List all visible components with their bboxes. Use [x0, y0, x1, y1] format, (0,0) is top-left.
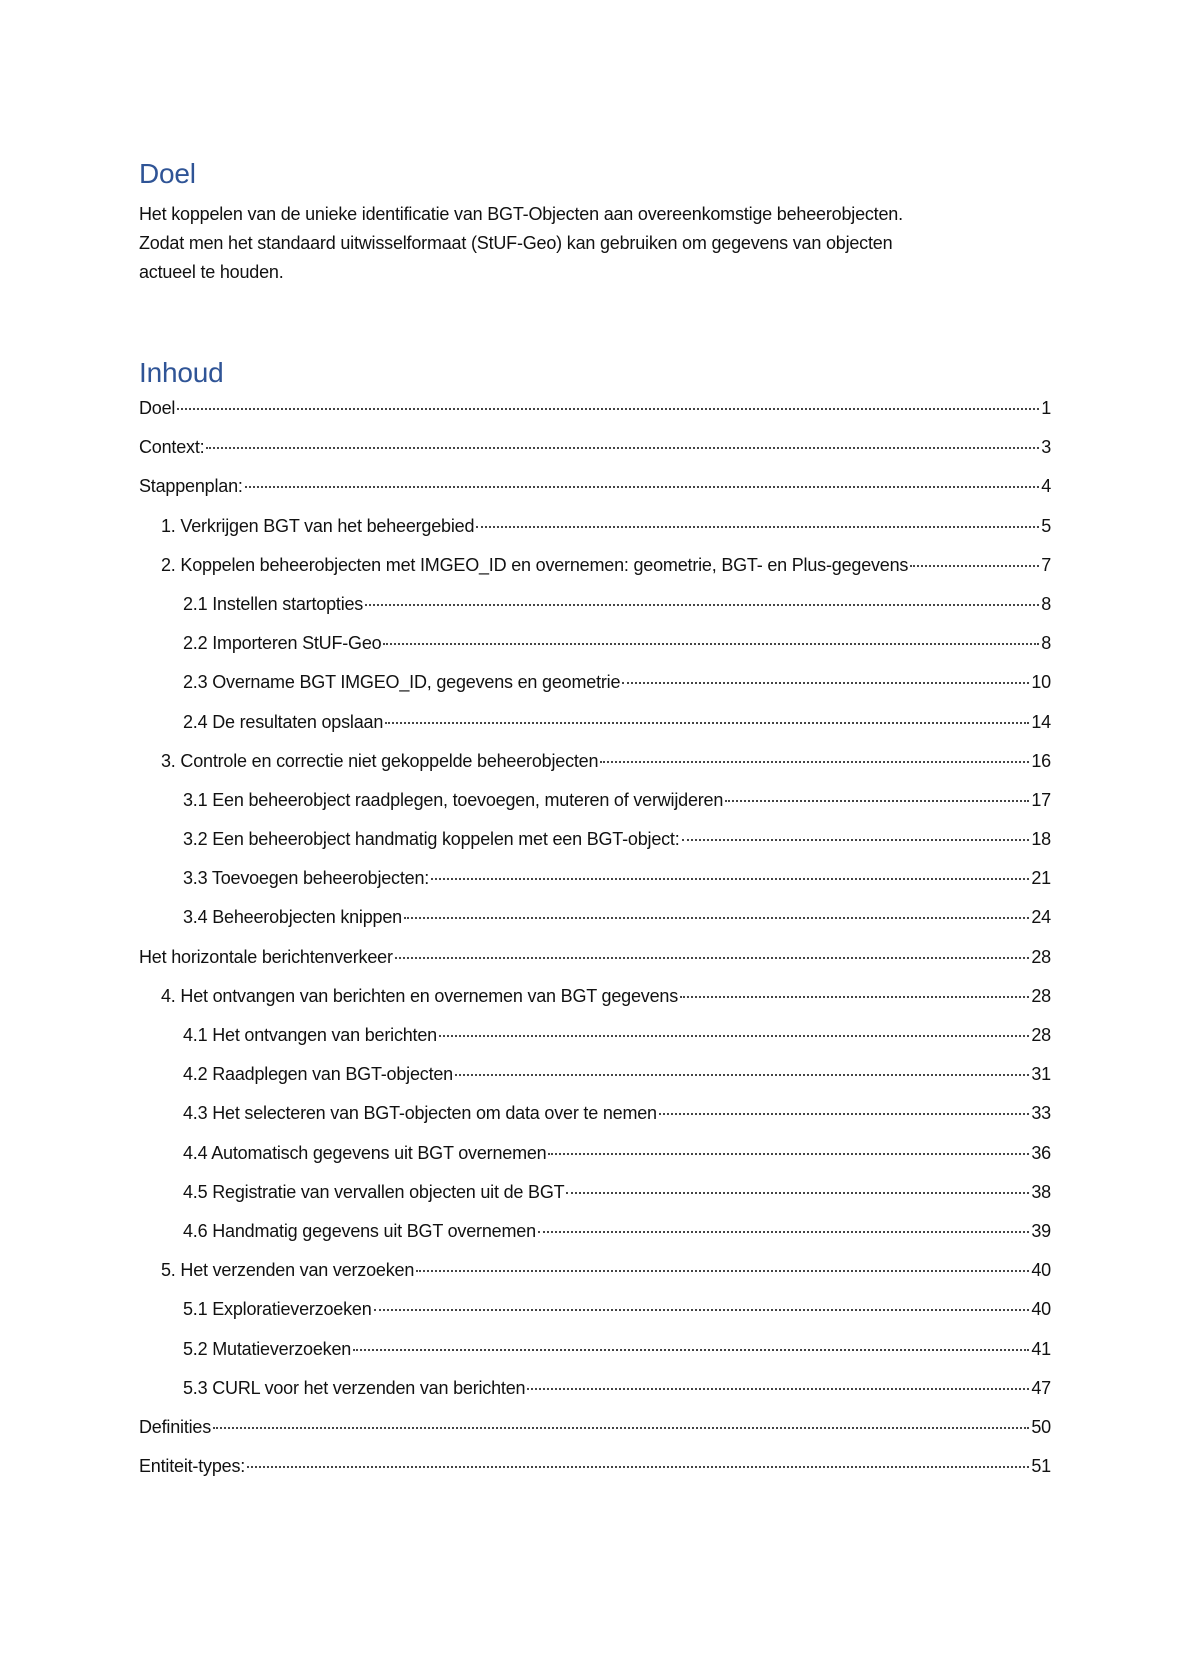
toc-entry[interactable] — [139, 397, 1051, 436]
toc-entry[interactable] — [139, 1220, 1051, 1259]
dot-leader — [680, 996, 1029, 998]
toc-entry-page[interactable]: 8 — [1041, 593, 1051, 614]
dot-leader — [395, 957, 1030, 959]
toc-entry-title[interactable]: 4.2 Raadplegen van BGT-objecten — [183, 1064, 453, 1085]
toc-entry-page[interactable]: 39 — [1031, 1220, 1051, 1241]
toc-entry[interactable] — [139, 593, 1051, 632]
dot-leader — [365, 604, 1039, 606]
toc-entry-title[interactable]: 2.2 Importeren StUF-Geo — [183, 633, 382, 654]
doel-line: Het koppelen van de unieke identificatie van BGT-Objecten aan overeenkomstige beheerobjecten. — [139, 204, 903, 224]
toc-entry-title[interactable]: 4.3 Het selecteren van BGT-objecten om data over te nemen — [183, 1103, 657, 1124]
toc-entry-page[interactable]: 28 — [1031, 946, 1051, 967]
toc-entry-page[interactable]: 51 — [1031, 1456, 1051, 1477]
dot-leader — [431, 878, 1029, 880]
dot-leader — [527, 1388, 1029, 1390]
toc-entry-title[interactable]: Stappenplan: — [139, 476, 243, 497]
dot-leader — [910, 565, 1039, 567]
doel-line: Zodat men het standaard uitwisselformaat (StUF-Geo) kan gebruiken om gegevens van objecten — [139, 233, 893, 253]
dot-leader — [455, 1074, 1029, 1076]
dot-leader — [439, 1035, 1029, 1037]
toc-entry[interactable] — [139, 1063, 1051, 1102]
toc-entry[interactable] — [139, 1298, 1051, 1337]
toc-entry[interactable] — [139, 906, 1051, 945]
toc-entry-page[interactable]: 40 — [1031, 1299, 1051, 1320]
dot-leader — [659, 1113, 1030, 1115]
toc-entry-page[interactable]: 31 — [1031, 1064, 1051, 1085]
dot-leader — [383, 643, 1039, 645]
toc-entry-page[interactable]: 50 — [1031, 1416, 1051, 1437]
toc-entry-title[interactable]: 5.2 Mutatieverzoeken — [183, 1338, 352, 1359]
toc-entry-title[interactable]: 1. Verkrijgen BGT van het beheergebied — [161, 515, 475, 536]
toc-entry[interactable] — [139, 1338, 1051, 1377]
dot-leader — [245, 486, 1039, 488]
toc-entry-title[interactable]: 4.5 Registratie van vervallen objecten uit de BGT — [183, 1181, 565, 1202]
toc-entry-page[interactable]: 36 — [1031, 1142, 1051, 1163]
toc-entry-title[interactable]: 4.4 Automatisch gegevens uit BGT overnemen — [183, 1142, 547, 1163]
toc-entry-page[interactable]: 5 — [1041, 515, 1051, 536]
toc-entry[interactable] — [139, 1024, 1051, 1063]
dot-leader — [538, 1231, 1029, 1233]
toc-entry-title[interactable]: Het horizontale berichtenverkeer — [139, 946, 393, 967]
toc-entry-title[interactable]: Context: — [139, 437, 205, 458]
toc-entry[interactable] — [139, 985, 1051, 1024]
toc-entry-title[interactable]: 2.3 Overname BGT IMGEO_ID, gegevens en geometrie — [183, 672, 621, 693]
toc-entry-page[interactable]: 33 — [1031, 1103, 1051, 1124]
toc-entry[interactable] — [139, 1181, 1051, 1220]
inhoud-heading: Inhoud — [139, 357, 224, 388]
doel-line: actueel te houden. — [139, 262, 284, 282]
toc-entry[interactable] — [139, 828, 1051, 867]
dot-leader — [725, 800, 1029, 802]
doel-heading: Doel — [139, 158, 196, 189]
toc-entry-page[interactable]: 3 — [1041, 437, 1051, 458]
toc-entry-title[interactable]: 5.1 Exploratieverzoeken — [183, 1299, 372, 1320]
dot-leader — [213, 1427, 1029, 1429]
toc-entry[interactable] — [139, 711, 1051, 750]
dot-leader — [247, 1466, 1029, 1468]
toc-entry-page[interactable]: 4 — [1041, 476, 1051, 497]
toc-entry[interactable] — [139, 1142, 1051, 1181]
toc-entry[interactable] — [139, 867, 1051, 906]
toc-entry[interactable] — [139, 946, 1051, 985]
toc-entry[interactable] — [139, 671, 1051, 710]
toc-entry-title[interactable]: 2.4 De resultaten opslaan — [183, 711, 384, 732]
toc-entry-title[interactable]: 3. Controle en correctie niet gekoppelde beheerobjecten — [161, 750, 599, 771]
toc-entry-page[interactable]: 40 — [1031, 1260, 1051, 1281]
toc-entry-title[interactable]: 2. Koppelen beheerobjecten met IMGEO_ID en overnemen: geometrie, BGT- en Plus-gegevens — [161, 554, 909, 575]
toc-entry[interactable] — [139, 515, 1051, 554]
toc-entry-page[interactable]: 18 — [1031, 829, 1051, 850]
toc-entry[interactable] — [139, 1455, 1051, 1494]
toc-entry-title[interactable]: 3.4 Beheerobjecten knippen — [183, 907, 402, 928]
table-of-contents — [139, 397, 1051, 1494]
toc-entry-title[interactable]: 4. Het ontvangen van berichten en overnemen van BGT gegevens — [161, 985, 679, 1006]
toc-entry[interactable] — [139, 554, 1051, 593]
dot-leader — [622, 682, 1029, 684]
toc-entry-page[interactable]: 1 — [1041, 398, 1051, 418]
dot-leader — [548, 1153, 1029, 1155]
toc-entry-page[interactable]: 8 — [1041, 633, 1051, 654]
toc-entry-page[interactable]: 17 — [1031, 789, 1051, 810]
toc-entry-title[interactable]: 3.1 Een beheerobject raadplegen, toevoegen, muteren of verwijderen — [183, 789, 724, 810]
dot-leader — [374, 1309, 1030, 1311]
toc-entry-title[interactable]: 4.1 Het ontvangen van berichten — [183, 1025, 437, 1045]
dot-leader — [353, 1349, 1029, 1351]
toc-entry-page[interactable]: 7 — [1041, 554, 1051, 575]
dot-leader — [682, 839, 1030, 841]
toc-entry-title[interactable]: 2.1 Instellen startopties — [183, 593, 364, 614]
toc-entry-title[interactable]: Definities — [139, 1416, 212, 1437]
toc-entry[interactable] — [139, 1416, 1051, 1455]
toc-entry-page[interactable]: 21 — [1031, 868, 1051, 889]
toc-entry-title[interactable]: 5. Het verzenden van verzoeken — [161, 1260, 415, 1281]
toc-entry-page[interactable]: 38 — [1031, 1181, 1051, 1202]
toc-entry[interactable] — [139, 436, 1051, 475]
dot-leader — [177, 408, 1039, 410]
toc-entry-title[interactable]: Entiteit-types: — [139, 1456, 246, 1477]
toc-entry[interactable] — [139, 475, 1051, 514]
toc-entry-title[interactable]: 4.6 Handmatig gegevens uit BGT overnemen — [183, 1220, 536, 1241]
toc-entry-title[interactable]: 3.3 Toevoegen beheerobjecten: — [183, 868, 430, 889]
toc-entry[interactable] — [139, 1377, 1051, 1416]
toc-entry-page[interactable]: 47 — [1031, 1377, 1051, 1398]
dot-leader — [600, 761, 1029, 763]
toc-entry-page[interactable]: 10 — [1031, 672, 1051, 693]
dot-leader — [206, 447, 1039, 449]
dot-leader — [404, 917, 1029, 919]
toc-entry-page[interactable]: 41 — [1031, 1338, 1051, 1359]
dot-leader — [385, 722, 1029, 724]
toc-entry[interactable] — [139, 789, 1051, 828]
toc-entry-page[interactable]: 24 — [1031, 907, 1051, 928]
toc-entry[interactable] — [139, 1259, 1051, 1298]
toc-entry[interactable] — [139, 750, 1051, 789]
toc-entry-page[interactable]: 14 — [1031, 711, 1051, 732]
dot-leader — [476, 526, 1039, 528]
toc-entry-title[interactable]: Doel — [139, 398, 176, 418]
toc-entry-page[interactable]: 16 — [1031, 750, 1051, 771]
toc-entry-title[interactable]: 3.2 Een beheerobject handmatig koppelen met een BGT-object: — [183, 829, 680, 850]
toc-entry-page[interactable]: 28 — [1031, 985, 1051, 1006]
toc-entry-page[interactable]: 28 — [1031, 1025, 1051, 1045]
dot-leader — [416, 1270, 1029, 1272]
doel-paragraph — [139, 200, 1059, 287]
toc-entry[interactable] — [139, 632, 1051, 671]
toc-entry[interactable] — [139, 1102, 1051, 1141]
dot-leader — [566, 1192, 1029, 1194]
toc-entry-title[interactable]: 5.3 CURL voor het verzenden van berichten — [183, 1377, 526, 1398]
